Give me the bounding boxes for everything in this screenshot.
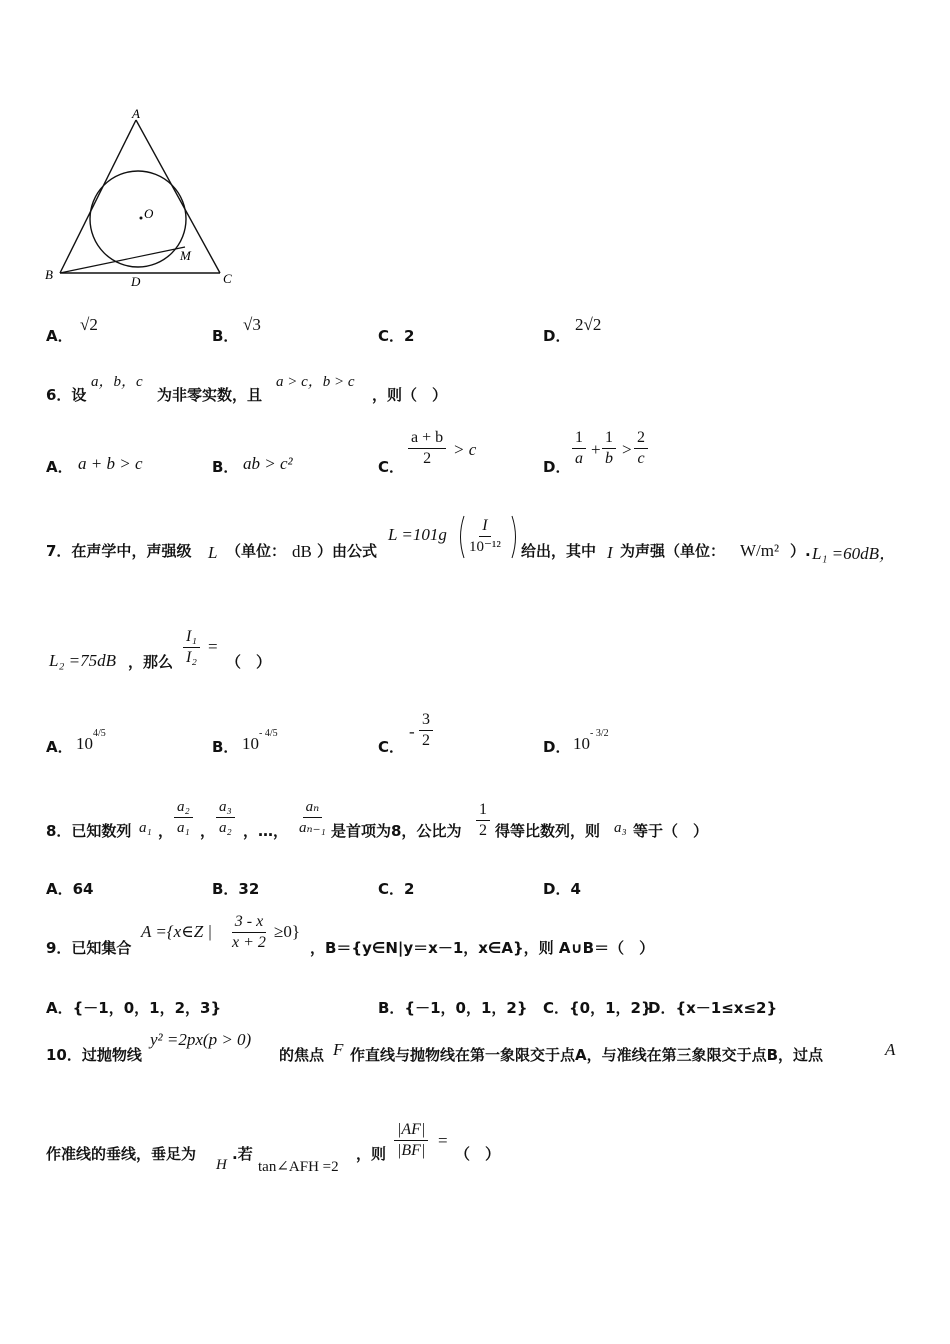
q6-option-d-term2: $\frac{1}{b}$ xyxy=(602,428,616,469)
q8-frac-2: $\frac{\text{a₃}}{\text{a₂}}$ xyxy=(216,797,235,838)
q8-a3: a₃ xyxy=(614,820,627,836)
q9-option-c[interactable]: C．{0，1，2} xyxy=(543,999,652,1017)
q10-text-3: 作直线与抛物线在第一象限交于点A，与准线在第三象限交于点B，过点 xyxy=(350,1046,824,1064)
triangle-side-ac xyxy=(136,120,220,273)
q10-H: H xyxy=(216,1157,227,1173)
triangle-side-ab xyxy=(60,120,136,273)
q6-option-b-value: ab > c² xyxy=(243,454,293,473)
q9-text-2: ，B＝{y∈N|y＝x－1，x∈A}，则 A∪B＝（ ） xyxy=(310,939,655,957)
segment-bm xyxy=(60,247,185,273)
q8-comma-1: ， xyxy=(158,822,174,840)
label-d: D xyxy=(131,274,141,289)
q7-I: I xyxy=(607,543,613,562)
q9-option-a[interactable]: A．{－1，0，1，2，3} xyxy=(46,999,222,1017)
q7-L1: L₁ =60dB， xyxy=(812,544,896,563)
q8-comma-2: ， xyxy=(200,822,216,840)
q10-F: F xyxy=(333,1040,344,1059)
q8-a1: a₁ xyxy=(139,820,152,836)
q8-option-a[interactable]: A．64 xyxy=(46,880,94,898)
q7-equals: = xyxy=(208,637,218,656)
q7-option-c[interactable]: C． xyxy=(378,738,405,756)
q5-option-d[interactable]: D． xyxy=(543,327,571,345)
q5-option-d-value: 2√2 xyxy=(575,315,602,334)
label-b: B xyxy=(45,267,53,282)
q6-suffix: ，则（ ） xyxy=(372,386,448,404)
q8-text-2: 是首项为8，公比为 xyxy=(331,822,462,840)
q7-option-b[interactable]: B． xyxy=(212,738,239,756)
q7-text-3: ）由公式 xyxy=(317,542,378,560)
q7-text-1: 7．在声学中，声强级 xyxy=(46,542,192,560)
q10-text-6: ，则 xyxy=(356,1145,387,1163)
q6-option-c-relation: > c xyxy=(453,440,477,459)
q7-unit-db: dB xyxy=(292,542,312,561)
q10-tan-condition: tan∠AFH =2 xyxy=(258,1159,339,1175)
q10-ratio: $\frac{|AF|}{|BF|}$ xyxy=(394,1120,428,1161)
q6-mid: 为非零实数，且 xyxy=(157,386,263,404)
q6-option-d-gt: > xyxy=(622,440,632,459)
q9-set-a-end: ≥0} xyxy=(274,922,300,941)
geometry-figure xyxy=(40,105,250,290)
q7-option-d-value: $10^{- 3/2}$ xyxy=(573,728,609,753)
q10-parabola-equation: y² =2px(p > 0) xyxy=(150,1030,252,1049)
q7-option-a[interactable]: A． xyxy=(46,738,73,756)
q6-vars: a，b，c xyxy=(91,374,143,390)
q7-option-a-value: $10^{4/5}$ xyxy=(76,728,106,753)
q7-option-c-sign: - xyxy=(409,722,415,741)
q8-text-3: 得等比数列，则 xyxy=(495,822,601,840)
q6-option-d-plus: + xyxy=(591,440,601,459)
q10-text-7: （ ） xyxy=(455,1145,501,1163)
q6-option-a[interactable]: A． xyxy=(46,458,73,476)
q7-text-5: 为声强（单位： xyxy=(620,542,726,560)
q7-formula-fraction: $\frac{I}{\text{10⁻¹²}}$ xyxy=(469,517,501,555)
q5-option-a[interactable]: A． xyxy=(46,327,73,345)
q10-text-1: 10．过抛物线 xyxy=(46,1046,142,1064)
q5-option-b-value: √3 xyxy=(243,315,261,334)
label-o: O xyxy=(144,206,154,221)
q8-text-1: 8．已知数列 xyxy=(46,822,132,840)
q8-option-c[interactable]: C．2 xyxy=(378,880,415,898)
q6-option-d-term3: $\frac{2}{c}$ xyxy=(634,428,648,469)
center-point-o xyxy=(140,217,143,220)
q6-option-c[interactable]: C． xyxy=(378,458,405,476)
q7-option-c-fraction: $\frac{3}{2}$ xyxy=(419,710,433,751)
q7-text-2: （单位： xyxy=(226,542,287,560)
q7-option-b-value: $10^{- 4/5}$ xyxy=(242,728,278,753)
q6-option-c-fraction: $\frac{a + b}{2}$ xyxy=(408,428,446,469)
q8-ratio-half: $\frac{1}{2}$ xyxy=(476,800,490,841)
q10-text-5: .若 xyxy=(232,1145,253,1163)
q5-option-b[interactable]: B． xyxy=(212,327,239,345)
q9-set-a: A ={x∈Z | xyxy=(141,922,213,941)
q7-text-8: （ ） xyxy=(226,653,272,671)
q7-L2: L₂ =75dB xyxy=(49,651,116,670)
label-c: C xyxy=(223,271,232,286)
q5-option-c[interactable]: C．2 xyxy=(378,327,415,345)
q6-option-d-term1: $\frac{1}{a}$ xyxy=(572,428,586,469)
q7-option-d[interactable]: D． xyxy=(543,738,571,756)
q6-option-a-value: a + b > c xyxy=(78,454,143,473)
label-a: A xyxy=(132,106,140,121)
q7-formula-lhs: L =101g xyxy=(388,525,447,544)
q6-option-b[interactable]: B． xyxy=(212,458,239,476)
q9-option-b[interactable]: B．{－1，0，1，2} xyxy=(378,999,528,1017)
q10-text-2: 的焦点 xyxy=(279,1046,325,1064)
incircle xyxy=(90,171,186,267)
q8-option-b[interactable]: B．32 xyxy=(212,880,260,898)
q9-option-d[interactable]: D．{x－1≤x≤2} xyxy=(648,999,778,1017)
q10-A: A xyxy=(885,1040,896,1059)
q8-text-4: 等于（ ） xyxy=(633,822,709,840)
q8-dots: ，…， xyxy=(243,822,289,840)
q9-text-1: 9．已知集合 xyxy=(46,939,132,957)
q7-L: L xyxy=(208,543,218,562)
q7-ratio: $\frac{\text{I₁}}{\text{I₂}}$ xyxy=(183,627,200,668)
q7-unit-wm2: W/m² xyxy=(740,541,780,560)
q8-frac-1: $\frac{\text{a₂}}{\text{a₁}}$ xyxy=(174,797,193,838)
q5-option-a-value: √2 xyxy=(80,315,98,334)
q8-option-d[interactable]: D．4 xyxy=(543,880,581,898)
q10-equals: = xyxy=(438,1131,448,1150)
q6-condition: a > c，b > c xyxy=(276,374,355,390)
q8-frac-3: $\frac{\text{aₙ}}{\text{aₙ₋₁}}$ xyxy=(299,799,326,836)
q6-prefix: 6．设 xyxy=(46,386,87,404)
q6-option-d[interactable]: D． xyxy=(543,458,571,476)
label-m: M xyxy=(180,248,191,263)
q7-text-6: ）. xyxy=(790,542,811,560)
q10-text-4: 作准线的垂线，垂足为 xyxy=(46,1145,197,1163)
q9-fraction: $\frac{3 - x}{x + 2}$ xyxy=(232,913,266,951)
q7-text-4: 给出，其中 xyxy=(521,542,597,560)
q7-text-7: ，那么 xyxy=(128,653,174,671)
